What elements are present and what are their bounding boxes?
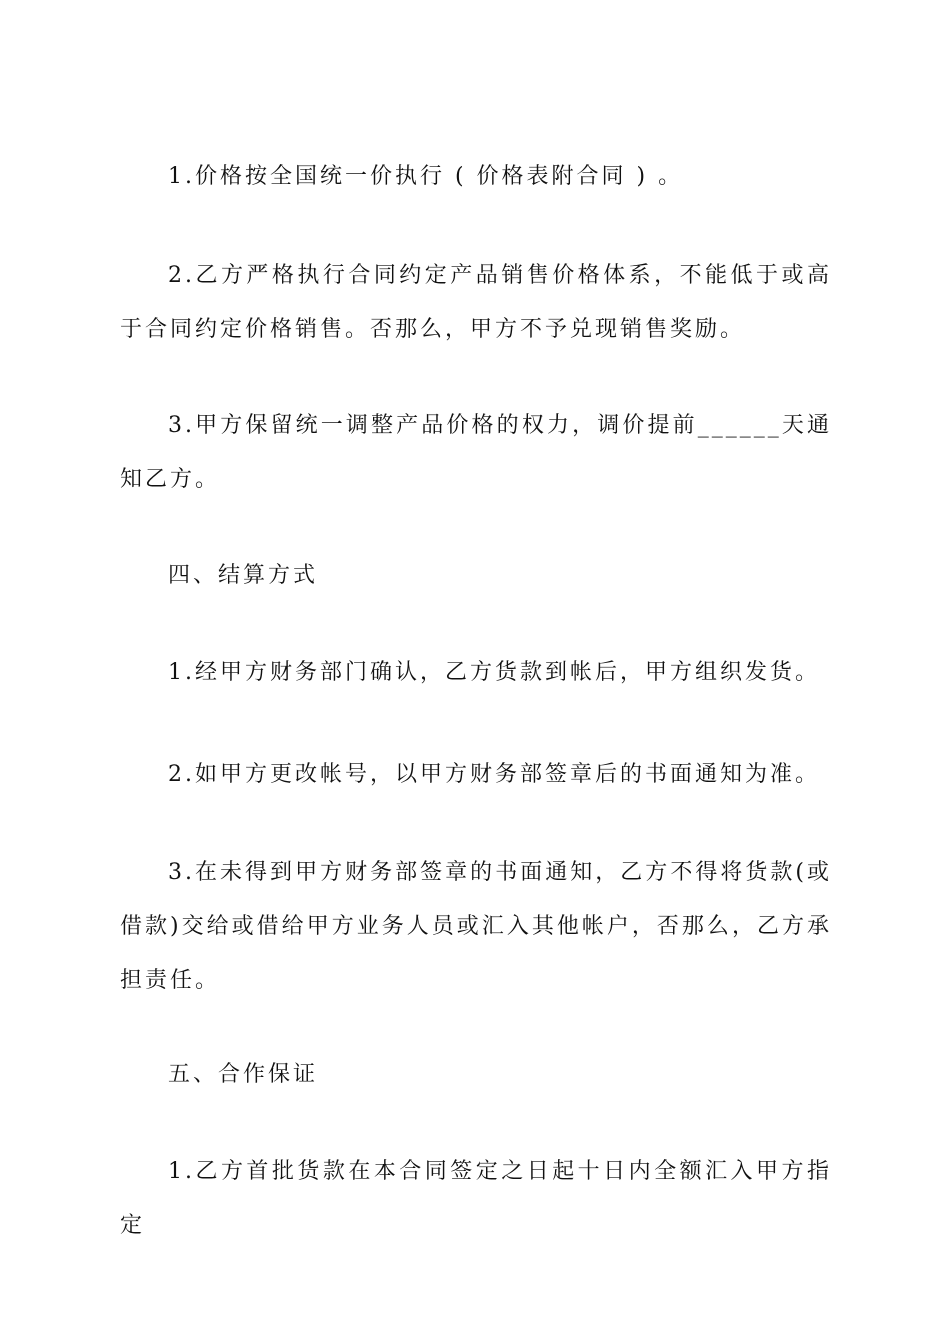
paragraph-settlement-2: 2.如甲方更改帐号，以甲方财务部签章后的书面通知为准。 xyxy=(168,762,820,787)
paragraph-guarantee-1: 1.乙方首批货款在本合同签定之日起十日内全额汇入甲方指定 xyxy=(120,1159,832,1238)
paragraph-price-3: 3.甲方保留统一调整产品价格的权力，调价提前______天通知乙方。 xyxy=(120,413,832,492)
section-heading-settlement: 四、结算方式 xyxy=(168,563,319,588)
section-heading-guarantee: 五、合作保证 xyxy=(168,1062,319,1087)
paragraph-price-2: 2.乙方严格执行合同约定产品销售价格体系，不能低于或高于合同约定价格销售。否那么，甲方不予兑现销售奖励。 xyxy=(120,263,832,342)
paragraph-settlement-3: 3.在未得到甲方财务部签章的书面通知，乙方不得将货款(或借款)交给或借给甲方业务人员或汇入其他帐户，否那么，乙方承担责任。 xyxy=(120,860,832,993)
paragraph-price-1: 1.价格按全国统一价执行 ( 价格表附合同 ) 。 xyxy=(168,164,684,189)
paragraph-settlement-1: 1.经甲方财务部门确认，乙方货款到帐后，甲方组织发货。 xyxy=(168,660,820,685)
